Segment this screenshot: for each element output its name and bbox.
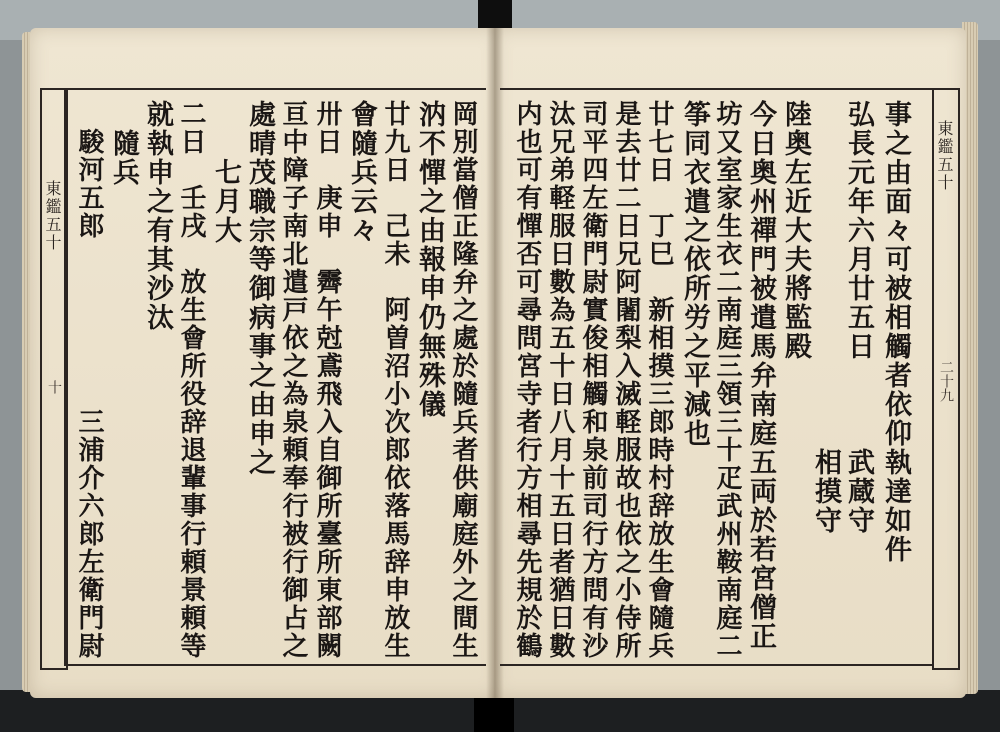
left-text-column: 廿九日 己未 阿曽沼小次郎依落馬辞申放生 — [380, 100, 410, 660]
left-text-column: 汭不憚之由報申仍無殊儀 — [414, 100, 445, 419]
right-text-column: 弘長元年六月廿五日 武蔵守 — [843, 100, 874, 535]
right-text-column: 是去廿二日兄阿闍梨入滅軽服故也依之小侍所 — [611, 100, 641, 660]
left-text-column: 亘中障子南北遣戸依之為泉頼奉行被行御占之 — [278, 100, 308, 660]
right-text-column: 司平四左衛門尉實俊相觸和泉前司行方問有沙 — [578, 100, 608, 660]
left-text-column: 就執申之有其沙汰 — [142, 100, 173, 332]
right-text-column: 筝同衣遣之依所労之平減也 — [679, 100, 710, 448]
right-text-column: 今日奥州禪門被遣馬弁南庭五両於若宮僧正 — [745, 100, 776, 651]
left-text-column: 駿河五郎 三浦介六郎左衛門尉 — [74, 100, 104, 660]
right-text-column: 内也可有憚否可尋問宮寺者行方相尋先規於鶴 — [512, 100, 542, 660]
left-page-number: 十 — [46, 380, 62, 394]
right-text-column: 相摸守 — [810, 100, 841, 535]
left-text-column: 處晴茂職宗等御病事之由申之 — [244, 100, 275, 477]
right-text-column: 陸奥左近大夫將監殿 — [780, 100, 811, 361]
right-text-column: 事之由面々可被相觸者依仰執達如件 — [880, 100, 911, 564]
left-page-header: 東鑑五十 — [43, 180, 62, 252]
left-text-column: 二日 壬戌 放生會所役辞退輩事行頼景頼等 — [176, 100, 206, 660]
left-text-column: 岡別當僧正隆弁之處於隨兵者供廟庭外之間生 — [448, 100, 478, 660]
right-text-column: 坊又室家生衣二南庭三領三十疋武州鞍南庭二 — [712, 100, 742, 660]
right-page-header: 東鑑五十 — [935, 120, 954, 192]
left-text-column: 隨兵 — [108, 100, 139, 187]
left-text-column: 卅日 庚申 霽午尅鳶飛入自御所臺所東部闕 — [312, 100, 342, 660]
right-page-number: 二十九 — [938, 360, 954, 402]
right-text-column: 廿七日 丁巳 新相摸三郎時村辞放生會隨兵 — [644, 100, 674, 660]
right-text-column: 汰兄弟軽服日數為五十日八月十五日者猶日數 — [545, 100, 575, 660]
left-text-column: 七月大 — [210, 100, 241, 245]
left-text-column: 會隨兵云々 — [346, 100, 377, 245]
